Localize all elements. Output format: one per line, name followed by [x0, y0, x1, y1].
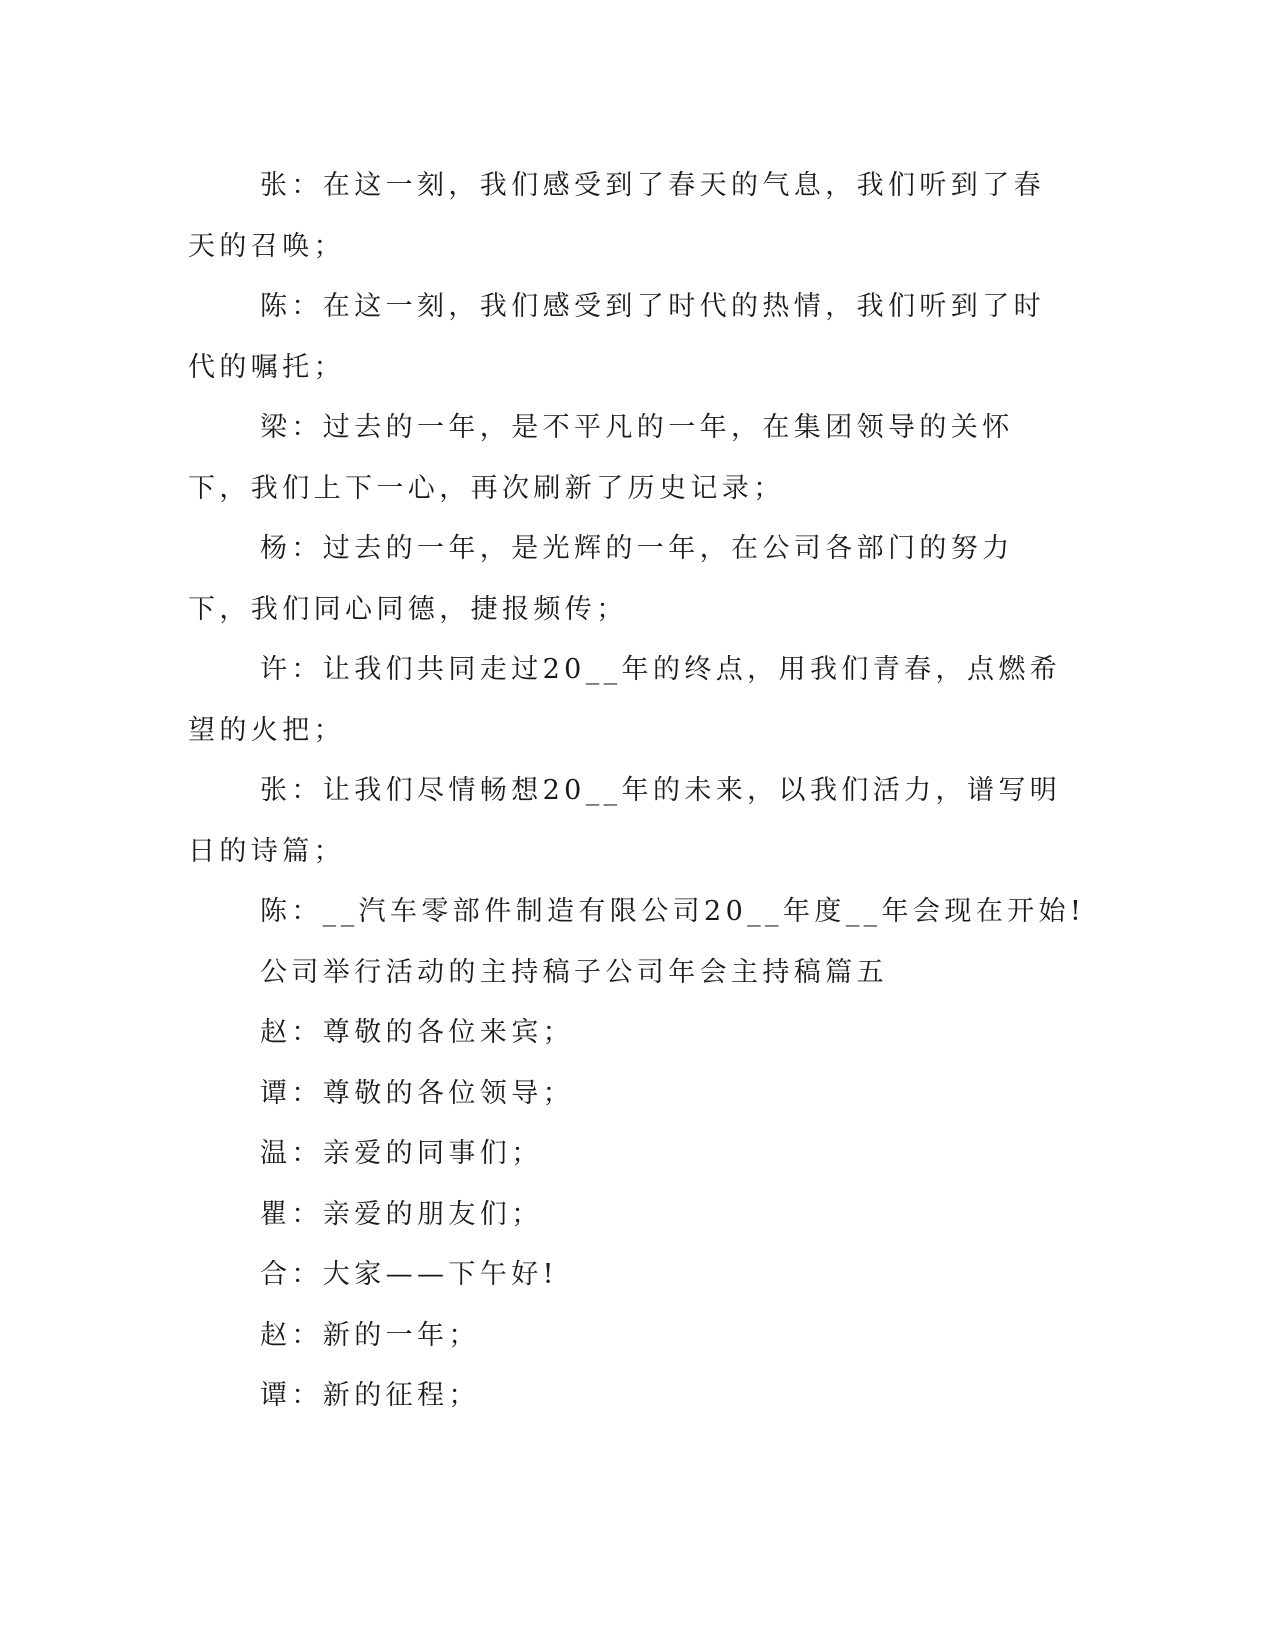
paragraph-qu-friends: 瞿：亲爱的朋友们；	[260, 1198, 543, 1230]
paragraph-chen-era: 陈：在这一刻，我们感受到了时代的热情，我们听到了时代的嘱托；	[188, 291, 1045, 383]
paragraph-liang-past-year: 梁：过去的一年，是不平凡的一年，在集团领导的关怀下，我们上下一心，再次刷新了历史记录；	[188, 412, 1014, 504]
section-heading: 公司举行活动的主持稿子公司年会主持稿篇五	[260, 956, 888, 988]
paragraph-zhang-spring: 张：在这一刻，我们感受到了春天的气息，我们听到了春天的召唤；	[188, 170, 1045, 262]
paragraph-chen-opening: 陈：__汽车零部件制造有限公司20__年度__年会现在开始!	[260, 896, 1086, 927]
paragraph-yang-glorious-year: 杨：过去的一年，是光辉的一年，在公司各部门的努力下，我们同心同德，捷报频传；	[188, 533, 1014, 625]
paragraph-zhao-guests: 赵：尊敬的各位来宾；	[260, 1017, 574, 1048]
paragraph-zhang-future: 张：让我们尽情畅想20__年的未来，以我们活力，谱写明日的诗篇；	[188, 775, 1062, 867]
paragraph-together-greeting: 合：大家——下午好!	[260, 1259, 558, 1290]
document-body	[188, 156, 1086, 1427]
paragraph-wen-colleagues: 温：亲爱的同事们；	[260, 1138, 543, 1169]
paragraph-tan-leaders: 谭：尊敬的各位领导；	[260, 1077, 574, 1109]
paragraph-tan-new-journey: 谭：新的征程；	[260, 1380, 480, 1411]
paragraph-xu-youth: 许：让我们共同走过20__年的终点，用我们青春，点燃希望的火把；	[188, 654, 1062, 746]
paragraph-zhao-new-year: 赵：新的一年；	[260, 1319, 480, 1351]
